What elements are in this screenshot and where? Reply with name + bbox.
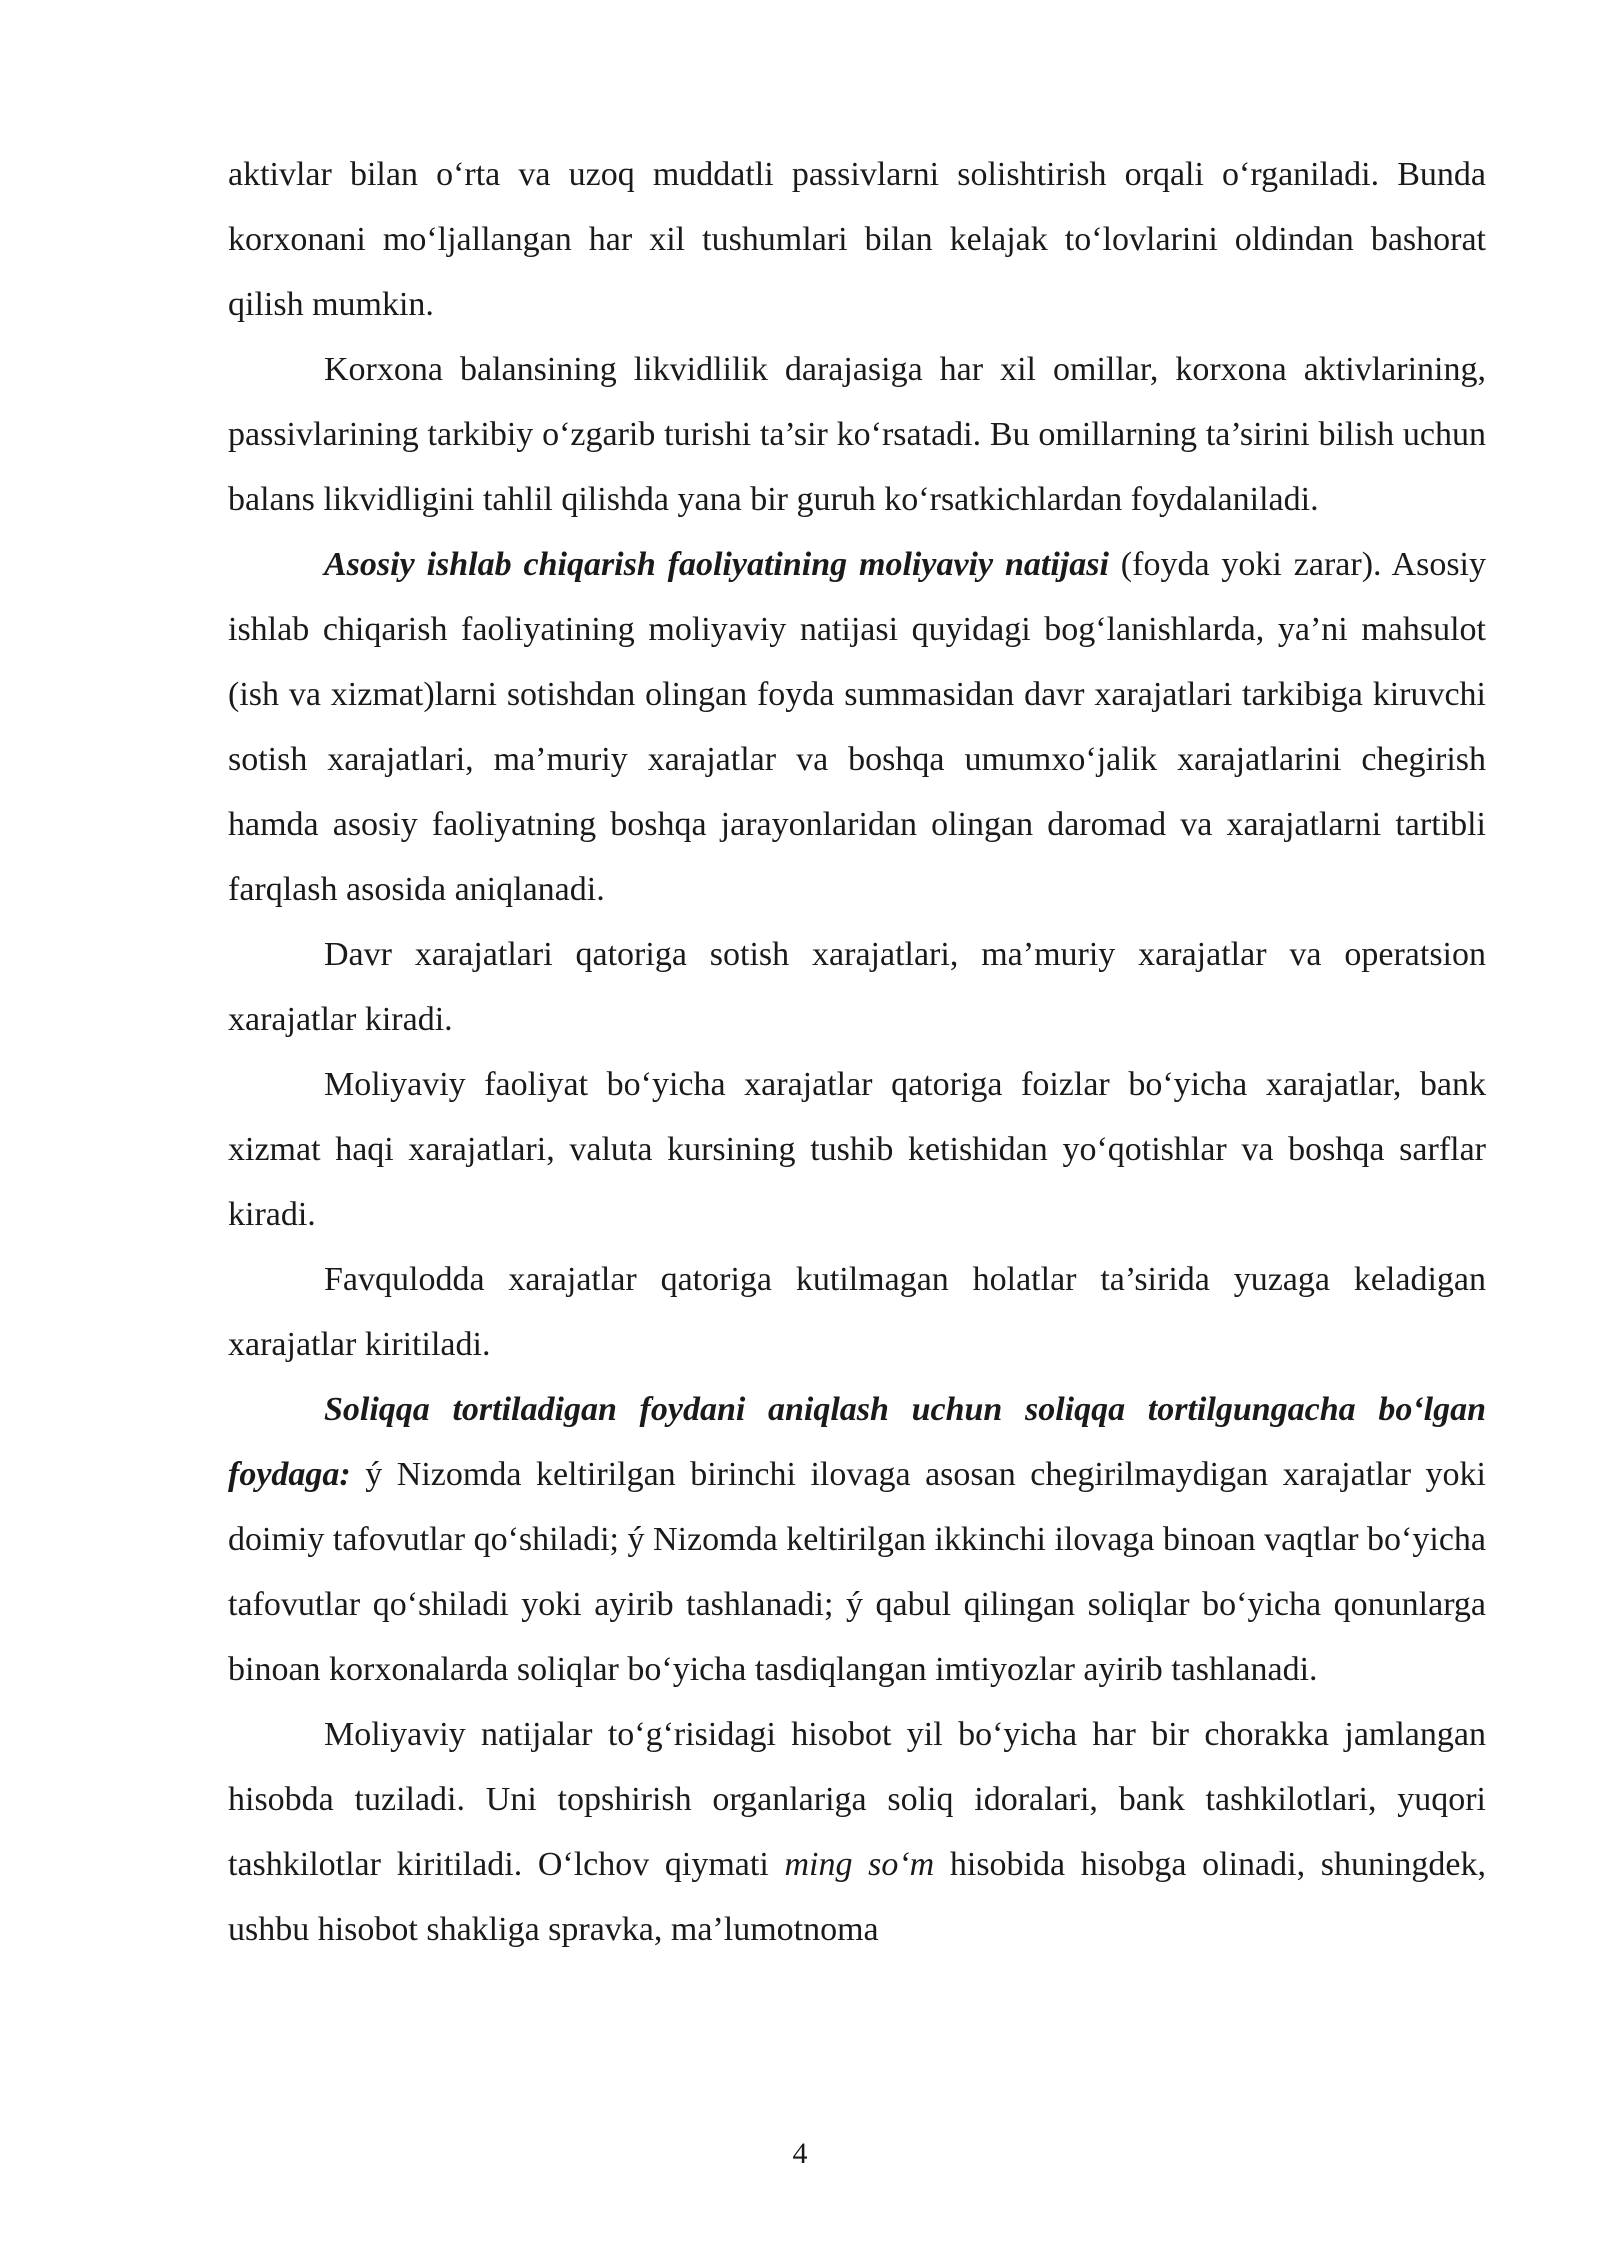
paragraph-7-emphasis: Soliqqa tortiladigan foydani aniqlash uchun soliqqa tortilgungacha bo‘lgan foydaga:	[228, 1391, 1486, 1493]
paragraph-5-text: Moliyaviy faoliyat bo‘yicha xarajatlar qatoriga foizlar bo‘yicha xarajatlar, bank xizmat haqi xarajatlari, valuta kursining tushib ketishidan yo‘qotishlar va boshqa sarflar kiradi.	[228, 1066, 1486, 1233]
document-body	[228, 142, 1486, 1962]
paragraph-6	[228, 1247, 1486, 1377]
paragraph-3	[228, 532, 1486, 922]
paragraph-3-emphasis: Asosiy ishlab chiqarish faoliyatining moliyaviy natijasi	[324, 546, 1109, 583]
paragraph-2-text: Korxona balansining likvidlilik darajasiga har xil omillar, korxona aktivlarining, passivlarining tarkibiy o‘zgarib turishi ta’sir ko‘rsatadi. Bu omillarning ta’sirini bilish uchun balans likvidligini tahlil qilishda yana bir guruh ko‘rsatkichlardan foydalaniladi.	[228, 351, 1486, 518]
paragraph-8-text-after: hisobida hisobga olinadi, shuningdek, ushbu hisobot shakliga spravka, ma’lumotnoma	[228, 1846, 1486, 1948]
paragraph-4	[228, 922, 1486, 1052]
paragraph-8-text-before: Moliyaviy natijalar to‘g‘risidagi hisobot yil bo‘yicha har bir chorakka jamlangan hisobda tuziladi. Uni topshirish organlariga soliq idoralari, bank tashkilotlari, yuqori tashkilotlar kiritiladi. O‘lchov qiymati	[228, 1716, 1486, 1883]
paragraph-6-text: Favqulodda xarajatlar qatoriga kutilmagan holatlar ta’sirida yuzaga keladigan xarajatlar kiritiladi.	[228, 1261, 1486, 1363]
paragraph-7-text: ý Nizomda keltirilgan birinchi ilovaga asosan chegirilmaydigan xarajatlar yoki doimiy tafovutlar qo‘shiladi; ý Nizomda keltirilgan ikkinchi ilovaga binoan vaqtlar bo‘yicha tafovutlar qo‘shiladi yoki ayirib tashlanadi; ý qabul qilingan soliqlar bo‘yicha qonunlarga binoan korxonalarda soliqlar bo‘yicha tasdiqlangan imtiyozlar ayirib tashlanadi.	[228, 1456, 1486, 1688]
paragraph-1	[228, 142, 1486, 337]
paragraph-2	[228, 337, 1486, 532]
paragraph-1-text: aktivlar bilan o‘rta va uzoq muddatli passivlarni solishtirish orqali o‘rganiladi. Bunda korxonani mo‘ljallangan har xil tushumlari bilan kelajak to‘lovlarini oldindan bashorat qilish mumkin.	[228, 156, 1486, 323]
paragraph-3-text: (foyda yoki zarar). Asosiy ishlab chiqarish faoliyatining moliyaviy natijasi quyidagi bog‘lanishlarda, ya’ni mahsulot (ish va xizmat)larni sotishdan olingan foyda summasidan davr xarajatlari tarkibiga kiruvchi sotish xarajatlari, ma’muriy xarajatlar va boshqa umumxo‘jalik xarajatlarini chegirish hamda asosiy faoliyatning boshqa jarayonlaridan olingan daromad va xarajatlarni tartibli farqlash asosida aniqlanadi.	[228, 546, 1486, 908]
paragraph-8-italic: ming so‘m	[784, 1846, 935, 1883]
paragraph-7	[228, 1377, 1486, 1702]
paragraph-8	[228, 1702, 1486, 1962]
paragraph-4-text: Davr xarajatlari qatoriga sotish xarajatlari, ma’muriy xarajatlar va operatsion xarajatlar kiradi.	[228, 936, 1486, 1038]
paragraph-5	[228, 1052, 1486, 1247]
page-number: 4	[792, 2137, 808, 2170]
